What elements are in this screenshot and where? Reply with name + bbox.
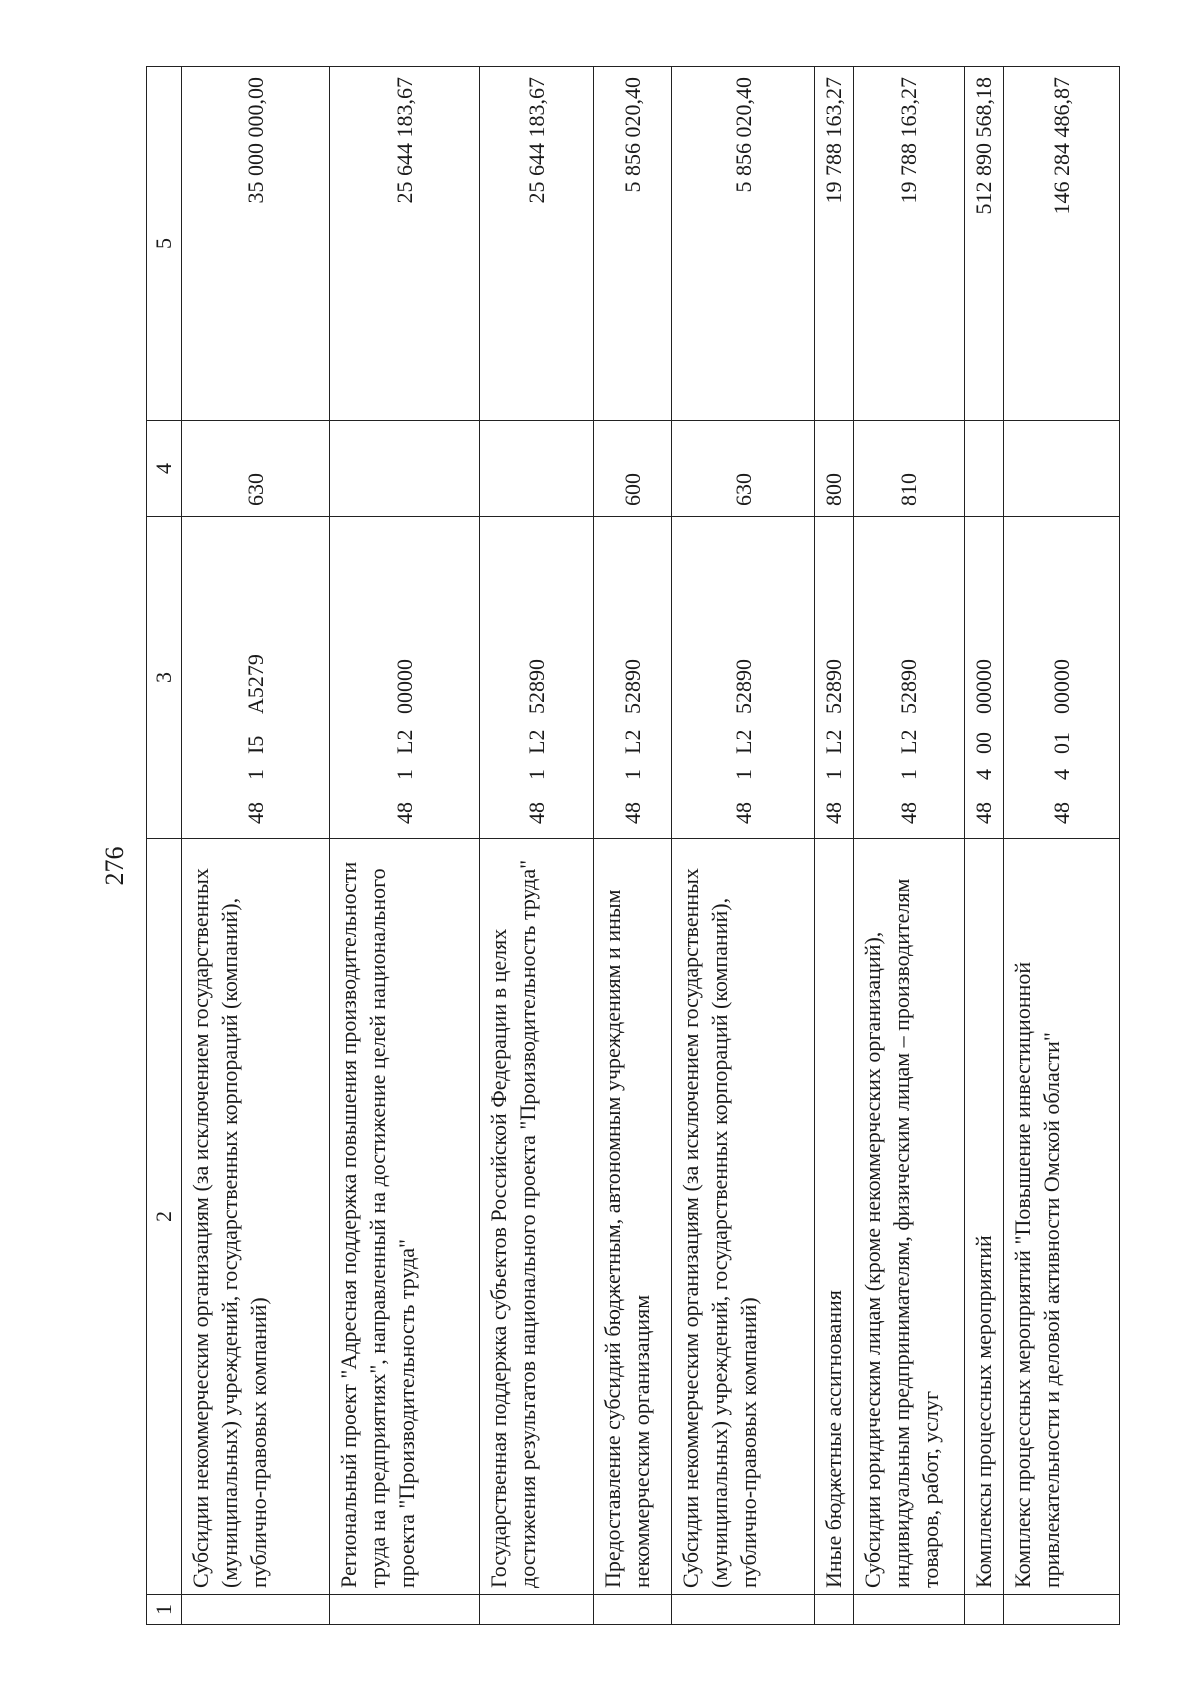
code-part: 52890 <box>821 659 847 714</box>
code-part: 48 <box>896 802 922 824</box>
cell-type: 630 <box>672 421 815 517</box>
code-part: L2 <box>730 729 756 754</box>
code-part: 1 <box>821 769 847 780</box>
code-part: 00000 <box>391 659 417 714</box>
cell-name: Субсидии юридическим лицам (кроме некоммерческих организаций), индивидуальным предпринимателям, физическим лицам – производителям товаров, работ, услуг <box>853 839 965 1595</box>
code-part: 00000 <box>971 659 997 714</box>
cell-code <box>965 517 1003 839</box>
header-col-3: 3 <box>147 517 182 839</box>
cell-amount: 25 644 183,67 <box>329 67 479 421</box>
cell-name: Субсидии некоммерческим организациям (за исключением государственных (муниципальных) учреждений, государственных корпораций (компаний), публично-правовых компаний) <box>672 839 815 1595</box>
cell-amount: 512 890 568,18 <box>965 67 1003 421</box>
header-col-2: 2 <box>147 839 182 1595</box>
code-part: 1 <box>730 769 756 780</box>
cell-code <box>1003 517 1119 839</box>
cell-col-1 <box>853 1595 965 1625</box>
budget-table-rotated <box>146 67 1120 1625</box>
code-part: 48 <box>730 802 756 824</box>
cell-amount: 5 856 020,40 <box>593 67 671 421</box>
cell-amount: 19 788 163,27 <box>815 67 853 421</box>
cell-col-1 <box>965 1595 1003 1625</box>
cell-name: Комплексы процессных мероприятий <box>965 839 1003 1595</box>
cell-type: 800 <box>815 421 853 517</box>
code-part: 52890 <box>896 659 922 714</box>
table-row <box>479 67 593 1625</box>
cell-code <box>329 517 479 839</box>
code-part: 4 <box>1048 769 1074 780</box>
code-part: 1 <box>523 769 549 780</box>
cell-type: 600 <box>593 421 671 517</box>
code-part: 1 <box>620 769 646 780</box>
code-part: 00000 <box>1048 659 1074 714</box>
table-row <box>672 67 815 1625</box>
cell-type: 630 <box>182 421 330 517</box>
code-part: 48 <box>971 802 997 824</box>
cell-name: Комплекс процессных мероприятий "Повышение инвестиционной привлекательности и деловой активности Омской области" <box>1003 839 1119 1595</box>
code-part: 48 <box>821 802 847 824</box>
code-part: L2 <box>821 729 847 754</box>
code-part: 01 <box>1048 732 1074 754</box>
code-part: L2 <box>391 729 417 754</box>
cell-amount: 35 000 000,00 <box>182 67 330 421</box>
cell-col-1 <box>1003 1595 1119 1625</box>
table-row <box>1003 67 1119 1625</box>
cell-code <box>479 517 593 839</box>
budget-table <box>146 66 1120 1625</box>
table-row <box>965 67 1003 1625</box>
code-part: 00 <box>971 732 997 754</box>
cell-type <box>1003 421 1119 517</box>
header-row <box>147 67 182 1625</box>
header-col-1: 1 <box>147 1595 182 1625</box>
cell-amount: 19 788 163,27 <box>853 67 965 421</box>
cell-name: Субсидии некоммерческим организациям (за исключением государственных (муниципальных) учреждений, государственных корпораций (компаний), публично-правовых компаний) <box>182 839 330 1595</box>
code-part: 1 <box>391 769 417 780</box>
cell-col-1 <box>815 1595 853 1625</box>
code-part: 1 <box>896 769 922 780</box>
cell-type <box>329 421 479 517</box>
table-row <box>593 67 671 1625</box>
code-part: 4 <box>971 769 997 780</box>
cell-col-1 <box>479 1595 593 1625</box>
cell-type <box>479 421 593 517</box>
cell-type: 810 <box>853 421 965 517</box>
table-row <box>853 67 965 1625</box>
code-part: 52890 <box>523 659 549 714</box>
table-row <box>329 67 479 1625</box>
cell-col-1 <box>182 1595 330 1625</box>
code-part: 48 <box>620 802 646 824</box>
cell-name: Региональный проект "Адресная поддержка повышения производительности труда на предприятиях", направленный на достижение целей национального проекта "Производительность труда" <box>329 839 479 1595</box>
code-part: I5 <box>242 735 268 754</box>
cell-amount: 25 644 183,67 <box>479 67 593 421</box>
code-part: 48 <box>242 802 268 824</box>
cell-code <box>672 517 815 839</box>
header-col-4: 4 <box>147 421 182 517</box>
table-row <box>815 67 853 1625</box>
cell-name: Иные бюджетные ассигнования <box>815 839 853 1595</box>
code-part: L2 <box>896 729 922 754</box>
code-part: 52890 <box>620 659 646 714</box>
cell-code <box>593 517 671 839</box>
cell-code <box>815 517 853 839</box>
cell-code <box>853 517 965 839</box>
cell-col-1 <box>593 1595 671 1625</box>
code-part: 52890 <box>730 659 756 714</box>
code-part: L2 <box>523 729 549 754</box>
code-part: 48 <box>391 802 417 824</box>
header-col-5: 5 <box>147 67 182 421</box>
code-part: 48 <box>1048 802 1074 824</box>
cell-name: Государственная поддержка субъектов Российской Федерации в целях достижения результатов национального проекта "Производительность труда" <box>479 839 593 1595</box>
table-row <box>182 67 330 1625</box>
cell-code <box>182 517 330 839</box>
cell-name: Предоставление субсидий бюджетным, автономным учреждениям и иным некоммерческим организациям <box>593 839 671 1595</box>
code-part: L2 <box>620 729 646 754</box>
code-part: 48 <box>523 802 549 824</box>
page-number-text: 276 <box>100 846 129 886</box>
cell-col-1 <box>329 1595 479 1625</box>
cell-amount: 5 856 020,40 <box>672 67 815 421</box>
code-part: 1 <box>242 769 268 780</box>
cell-col-1 <box>672 1595 815 1625</box>
code-part: A5279 <box>242 654 268 714</box>
cell-amount: 146 284 486,87 <box>1003 67 1119 421</box>
cell-type <box>965 421 1003 517</box>
